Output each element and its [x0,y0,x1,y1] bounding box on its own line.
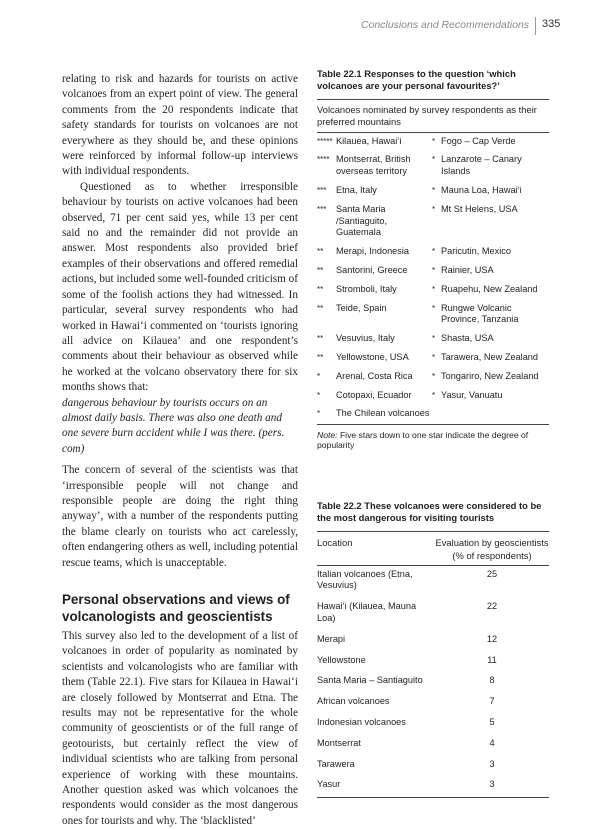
location-cell: Tarawera [317,758,355,769]
star-rating: * [432,136,436,146]
volcano-name: Tongariro, New Zealand [441,370,539,381]
star-rating [432,408,441,420]
volcano-name: Santa Maria /Santiaguito, Guatemala [336,203,388,238]
volcano-name [441,408,549,420]
location-cell: Merapi [317,633,346,644]
star-rating: * [432,334,436,344]
table-row [317,330,549,349]
table-cell-left [317,352,432,364]
volcano-name: Santorini, Greece [336,264,408,275]
volcano-name: Ruapehu, New Zealand [441,283,538,294]
volcano-name: Etna, Italy [336,184,377,195]
star-rating: *** [317,204,327,214]
star-rating: * [432,284,436,294]
percentage-cell: 7 [489,696,495,707]
table-row [317,735,549,756]
volcano-name: Stromboli, Italy [336,283,397,294]
column-header-evaluation-line2: (% of respondents) [452,549,532,561]
star-rating: * [317,390,321,400]
running-title: Conclusions and Recommendations [360,19,529,31]
star-rating: * [317,371,321,381]
volcano-name: Paricutin, Mexico [441,246,511,257]
header-divider [535,17,536,35]
star-rating: ** [317,303,324,313]
volcano-name: Merapi, Indonesia [336,246,410,257]
star-rating: * [432,390,436,400]
star-rating: * [432,303,436,313]
volcano-name: Kilauea, Hawai‘i [336,135,402,146]
star-rating: * [432,204,436,214]
table-row [317,405,549,424]
table-cell-right [432,154,549,178]
block-quote: dangerous behaviour by tourists occurs on an almost daily basis. There was also one death and one severe burn accident while I was there. (pers. com) [62,396,285,455]
location-cell: Italian volcanoes (Etna, Vesuvius) [317,568,413,591]
table-row [317,349,549,368]
location-cell: Santa Maria – Santiaguito [317,675,423,686]
volcano-name: Tarawera, New Zealand [441,351,539,362]
star-rating: * [432,265,436,275]
table-cell-right [432,246,549,258]
table-cell-left [317,303,432,327]
star-rating: ***** [317,136,333,146]
table-cell-left [317,333,432,345]
volcano-name: Teide, Spain [336,302,387,313]
percentage-cell: 4 [489,737,495,748]
percentage-cell: 12 [486,633,498,644]
column-header-location: Location [317,536,353,548]
paragraph-1: relating to risk and hazards for tourists on active volcanoes from an expert point of view. The general comments from the 20 respondents indicate that safety standards for tourists on volcanoes are not everywhere as they should be, and these opinions were reinforced by informal follow-up interviews with individual respondents. [62,73,298,178]
page-number: 335 [542,18,561,30]
star-rating: *** [317,185,327,195]
table-22-2 [317,500,549,798]
location-cell: African volcanoes [317,696,390,707]
table-row [317,300,549,331]
star-rating: * [432,247,436,257]
table-cell-left [317,408,432,420]
table-cell-left [317,136,432,148]
table-header: Volcanoes nominated by survey respondents as their preferred mountains [317,103,537,128]
star-rating: ** [317,265,324,275]
table-cell-left [317,154,432,178]
table-body [317,133,549,425]
volcano-name: Arenal, Costa Rica [336,370,413,381]
table-row [317,281,549,300]
table-row [317,368,549,387]
table-cell-right [432,408,549,420]
star-rating: * [432,352,436,362]
volcano-name: Mauna Loa, Hawai‘i [441,184,522,195]
table-row [317,672,549,693]
table-row [317,243,549,262]
table-22-1 [317,68,549,450]
table-row [317,387,549,406]
table-cell-right [432,303,549,327]
running-header [0,17,613,37]
paragraph-3: The concern of several of the scientists was that ‘irresponsible people will not change and responsible people are doing the right thing anyway’, with a number of the respondents putting the blame clearly on tourists who act carelessly, often endangering others as well, including potential rescue teams, which is unacceptable. [62,464,298,569]
table-cell-right [432,265,549,277]
table-cell-right [432,136,549,148]
table-row [317,133,549,152]
star-rating: * [432,155,436,165]
section-heading: Personal observations and views of volcanologists and geoscientists [62,592,290,624]
table-bottom-rule [317,424,549,425]
volcano-name: Montserrat, British overseas territory [336,154,411,177]
note-label: Note: [317,430,338,441]
body-text-column [62,72,298,829]
table-row [317,566,549,599]
table-cell-left [317,284,432,296]
paragraph-2: Questioned as to whether irresponsible behaviour by tourists on active volcanoes had been observed, 71 per cent said yes, while 13 per cent said no and the remainder did not provide an answer. Most respondents also provided brief examples of their observations and offered remedial actions, but included some well-founded criticism of some of the foolish actions they had witnessed. In particular, several survey respondents who had worked in Hawai‘i commented on ‘tourists ignoring all advice on Kilauea’ and one respondent’s comments about their behaviour as observed while he worked at the volcano observatory there for six months shows that: [62,180,298,394]
table-cell-left [317,246,432,258]
volcano-name: Vesuvius, Italy [336,333,395,344]
star-rating: * [432,185,436,195]
table-row [317,182,549,201]
volcano-name: The Chilean volcanoes [336,408,430,419]
table-row [317,714,549,735]
volcano-name: Yellowstone, USA [336,351,409,362]
table-bottom-rule [317,797,549,798]
star-rating: **** [317,155,330,165]
table-row [317,598,549,631]
table-cell-right [432,390,549,402]
location-cell: Montserrat [317,737,361,748]
table-cell-left [317,265,432,277]
star-rating: ** [317,352,324,362]
table-cell-right [432,284,549,296]
table-row [317,776,549,797]
table-row [317,201,549,243]
table-body [317,566,549,798]
percentage-cell: 3 [489,758,495,769]
table-cell-left [317,204,432,239]
percentage-cell: 22 [486,601,498,612]
volcano-name: Yasur, Vanuatu [441,389,503,400]
table-caption: Table 22.2 These volcanoes were considered to be the most dangerous for visiting tourists [317,500,542,524]
star-rating: ** [317,284,324,294]
volcano-name: Shasta, USA [441,333,494,344]
table-cell-right [432,185,549,197]
volcano-name: Mt St Helens, USA [441,203,518,214]
star-rating: * [432,371,436,381]
table-row [317,631,549,652]
column-header-evaluation [435,536,549,562]
table-caption: Table 22.1 Responses to the question ‘which volcanoes are your personal favourites?’ [317,68,516,92]
table-row [317,693,549,714]
table-cell-right [432,204,549,239]
note-text: Five stars down to one star indicate the degree of popularity [317,430,529,451]
paragraph-4: This survey also led to the development of a list of volcanoes in order of popularity as nominated by scientists and volcanologists who are familiar with them (Table 22.1). Five stars for Kilauea in Hawai‘i are closely followed by Montserrat and Etna. The results may not be representative for the whole community of geoscientists or of the full range of geotourists, but certainly reflect the view of individual scientists who are talking from personal experience of working with these mountains. Another question asked was which volcanoes the respondents would consider as the most dangerous ones for tourists and why. The ‘blacklisted’ [62,630,298,827]
percentage-cell: 8 [489,675,495,686]
table-header [317,532,549,565]
table-row [317,652,549,673]
star-rating: ** [317,247,324,257]
volcano-name: Lanzarote – Canary Islands [441,154,522,177]
star-rating: ** [317,334,324,344]
volcano-name: Rainier, USA [441,264,494,275]
location-cell: Indonesian volcanoes [317,716,406,727]
table-cell-left [317,185,432,197]
percentage-cell: 25 [486,568,498,579]
percentage-cell: 11 [487,654,497,665]
location-cell: Yellowstone [317,654,366,665]
location-cell: Hawai‘i (Kilauea, Mauna Loa) [317,601,417,623]
table-row [317,151,549,182]
column-header-evaluation-line1: Evaluation by geoscientists [435,536,549,548]
percentage-cell: 5 [489,716,495,727]
table-cell-left [317,371,432,383]
location-cell: Yasur [317,779,341,790]
table-row [317,262,549,281]
table-cell-left [317,390,432,402]
star-rating: * [317,409,321,419]
volcano-name: Cotopaxi, Ecuador [336,389,412,400]
percentage-cell: 3 [489,779,495,790]
table-note [317,430,549,450]
table-cell-right [432,333,549,345]
table-row [317,756,549,777]
table-cell-right [432,371,549,383]
volcano-name: Fogo – Cap Verde [441,135,516,146]
table-cell-right [432,352,549,364]
volcano-name: Rungwe Volcanic Province, Tanzania [441,302,519,325]
